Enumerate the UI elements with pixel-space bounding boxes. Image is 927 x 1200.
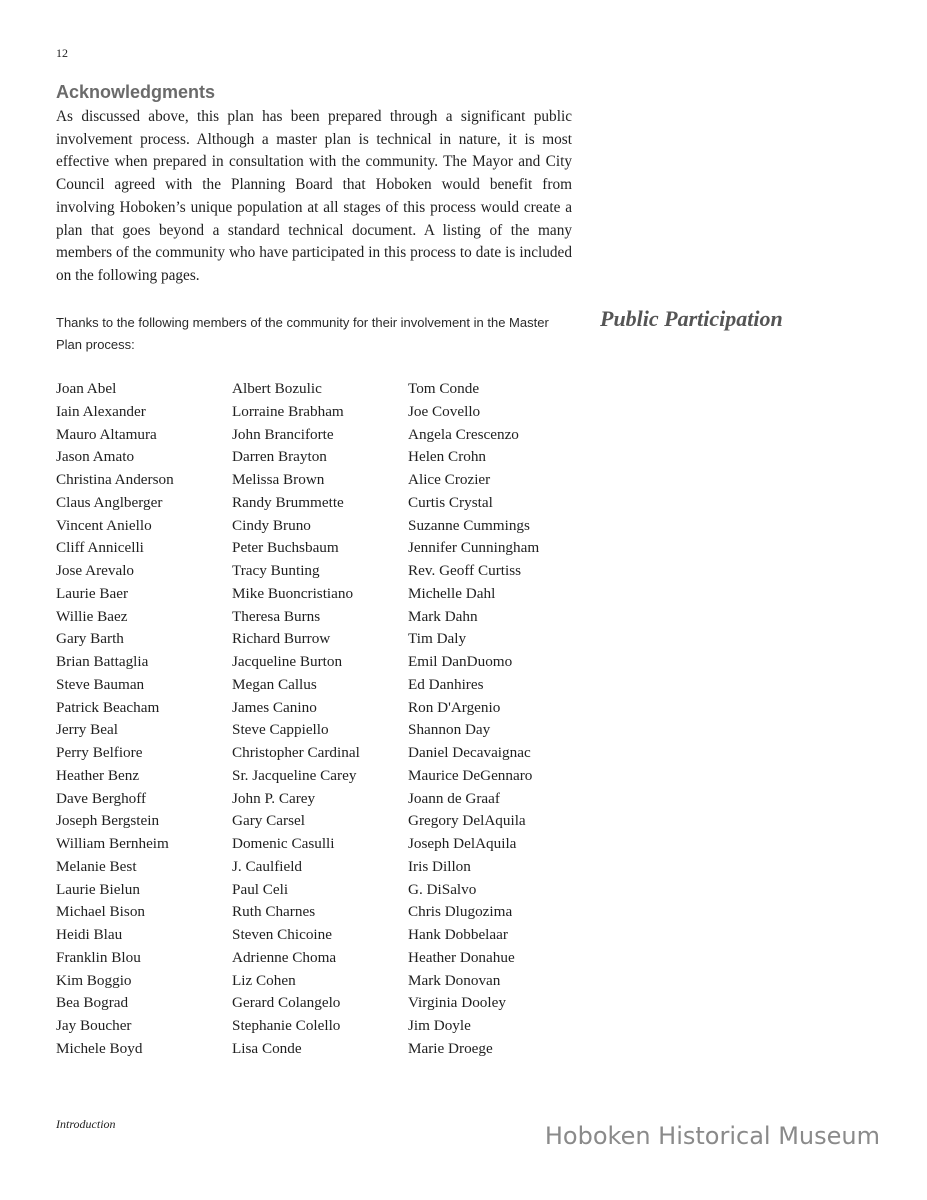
sidebar-title: Public Participation bbox=[600, 306, 783, 331]
participant-name: Michele Boyd bbox=[56, 1039, 143, 1057]
participant-name: Suzanne Cummings bbox=[408, 516, 530, 534]
participant-name: Willie Baez bbox=[56, 607, 128, 625]
participant-name: Michael Bison bbox=[56, 903, 146, 921]
participant-name: Laurie Bielun bbox=[56, 880, 140, 898]
participant-name: Stephanie Colello bbox=[232, 1017, 341, 1034]
participant-name: Jim Doyle bbox=[408, 1017, 471, 1034]
participant-name: Chris Dlugozima bbox=[408, 903, 513, 921]
participant-name: Lorraine Brabham bbox=[232, 402, 344, 420]
participant-name: Kim Boggio bbox=[56, 971, 132, 989]
participant-name: Alice Crozier bbox=[408, 471, 491, 488]
participant-name: Angela Crescenzo bbox=[408, 425, 519, 443]
participant-name: Hank Dobbelaar bbox=[408, 926, 508, 943]
section-heading: Acknowledgments bbox=[56, 82, 216, 102]
participant-name: Brian Battaglia bbox=[56, 653, 149, 670]
participant-name: Claus Anglberger bbox=[56, 493, 163, 511]
participant-name: Mike Buoncristiano bbox=[232, 584, 354, 602]
participant-name: Theresa Burns bbox=[232, 607, 321, 625]
participant-name: Christopher Cardinal bbox=[232, 744, 360, 761]
participant-name: Mark Dahn bbox=[408, 607, 478, 625]
participant-name: Iris Dillon bbox=[408, 857, 471, 875]
names-column-2 bbox=[232, 378, 360, 1061]
participant-name: Lisa Conde bbox=[232, 1039, 302, 1057]
participant-name: Tracy Bunting bbox=[232, 562, 320, 579]
participant-name: Jay Boucher bbox=[56, 1017, 132, 1034]
participant-name: Mauro Altamura bbox=[56, 425, 157, 443]
participant-name: Laurie Baer bbox=[56, 584, 129, 602]
participant-name: Perry Belfiore bbox=[56, 744, 143, 761]
participant-name: Jennifer Cunningham bbox=[408, 539, 540, 557]
participant-name: Darren Brayton bbox=[232, 448, 327, 466]
names-column-3 bbox=[408, 378, 539, 1061]
participant-name: Melissa Brown bbox=[232, 471, 325, 488]
participant-name: Gary Carsel bbox=[232, 812, 305, 830]
participant-name: J. Caulfield bbox=[232, 857, 303, 875]
participant-name: Heidi Blau bbox=[56, 926, 123, 943]
participant-name: Tim Daly bbox=[408, 630, 467, 648]
page-number: 12 bbox=[56, 46, 68, 60]
participant-name: Melanie Best bbox=[56, 857, 137, 875]
participant-name: Vincent Aniello bbox=[56, 516, 152, 534]
participant-name: Jose Arevalo bbox=[56, 562, 135, 579]
participant-name: Ed Danhires bbox=[408, 675, 484, 693]
participant-name: Franklin Blou bbox=[56, 948, 141, 966]
participant-name: Steven Chicoine bbox=[232, 926, 332, 943]
participant-name: Tom Conde bbox=[408, 380, 480, 397]
participant-name: Iain Alexander bbox=[56, 402, 146, 420]
participant-name: Christina Anderson bbox=[56, 471, 174, 488]
participant-name: Patrick Beacham bbox=[56, 698, 160, 716]
participant-name: Joseph DelAquila bbox=[408, 835, 517, 852]
participant-name: James Canino bbox=[232, 698, 317, 716]
participant-name: Paul Celi bbox=[232, 880, 289, 898]
participant-name: Megan Callus bbox=[232, 675, 317, 693]
participant-name: Dave Berghoff bbox=[56, 789, 147, 807]
participant-name: William Bernheim bbox=[56, 835, 169, 852]
participant-name: Cliff Annicelli bbox=[56, 539, 144, 557]
participant-name: Steve Bauman bbox=[56, 675, 145, 693]
participant-name: Emil DanDuomo bbox=[408, 653, 513, 670]
museum-watermark: Hoboken Historical Museum bbox=[544, 1122, 880, 1150]
participant-name: Rev. Geoff Curtiss bbox=[408, 562, 522, 579]
participant-name: Jacqueline Burton bbox=[232, 653, 343, 670]
participant-name: Gary Barth bbox=[56, 630, 124, 648]
participant-name: Ruth Charnes bbox=[232, 903, 316, 921]
participant-name: Peter Buchsbaum bbox=[232, 539, 339, 557]
thanks-statement: Thanks to the following members of the community for their involvement in the Master Plan process: bbox=[56, 315, 549, 352]
participant-name: Maurice DeGennaro bbox=[408, 766, 533, 784]
participant-name: Bea Bograd bbox=[56, 994, 129, 1012]
participant-name: Albert Bozulic bbox=[232, 380, 322, 397]
participant-name: Cindy Bruno bbox=[232, 516, 311, 534]
participant-name: Jason Amato bbox=[56, 448, 135, 466]
participant-name: Gregory DelAquila bbox=[408, 812, 526, 830]
participant-name: Randy Brummette bbox=[232, 493, 344, 511]
acknowledgments-paragraph: As discussed above, this plan has been prepared through a significant public involvement process. Although a master plan is technical in nature, it is most effective when prepared in consultation with the community. The Mayor and City Council agreed with the Planning Board that Hoboken would benefit from involving Hoboken’s unique population at all stages of this process would create a plan that goes beyond a standard technical document. A listing of the many members of the community who have participated in this process to date is included on the following pages. bbox=[56, 108, 572, 284]
participant-name: Mark Donovan bbox=[408, 971, 501, 989]
participant-name: Adrienne Choma bbox=[232, 948, 337, 966]
participant-name: Jerry Beal bbox=[56, 721, 118, 739]
participant-name: Sr. Jacqueline Carey bbox=[232, 766, 357, 784]
participant-name: Joann de Graaf bbox=[408, 789, 500, 807]
participant-name: Joe Covello bbox=[408, 402, 481, 420]
footer-section-label: Introduction bbox=[56, 1117, 116, 1131]
participant-name: Heather Benz bbox=[56, 766, 140, 784]
participant-name: John Branciforte bbox=[232, 425, 334, 443]
participant-name: Joseph Bergstein bbox=[56, 812, 160, 830]
participant-name: Virginia Dooley bbox=[408, 994, 506, 1012]
participant-name: Steve Cappiello bbox=[232, 721, 329, 739]
participant-name: Michelle Dahl bbox=[408, 584, 496, 602]
participant-name: Daniel Decavaignac bbox=[408, 744, 531, 761]
participant-name: Shannon Day bbox=[408, 721, 491, 739]
participant-name: Ron D'Argenio bbox=[408, 698, 501, 716]
participant-name: Gerard Colangelo bbox=[232, 994, 341, 1012]
participant-name: Curtis Crystal bbox=[408, 493, 493, 511]
participant-name: Joan Abel bbox=[56, 380, 117, 397]
participant-name: G. DiSalvo bbox=[408, 880, 477, 898]
participant-name: Helen Crohn bbox=[408, 448, 487, 466]
participant-name: Domenic Casulli bbox=[232, 835, 335, 852]
names-column-1 bbox=[56, 378, 174, 1061]
participant-name: John P. Carey bbox=[232, 789, 316, 807]
participant-name: Liz Cohen bbox=[232, 971, 296, 989]
participant-name: Heather Donahue bbox=[408, 948, 515, 966]
participant-name: Marie Droege bbox=[408, 1039, 493, 1057]
participant-name: Richard Burrow bbox=[232, 630, 331, 648]
